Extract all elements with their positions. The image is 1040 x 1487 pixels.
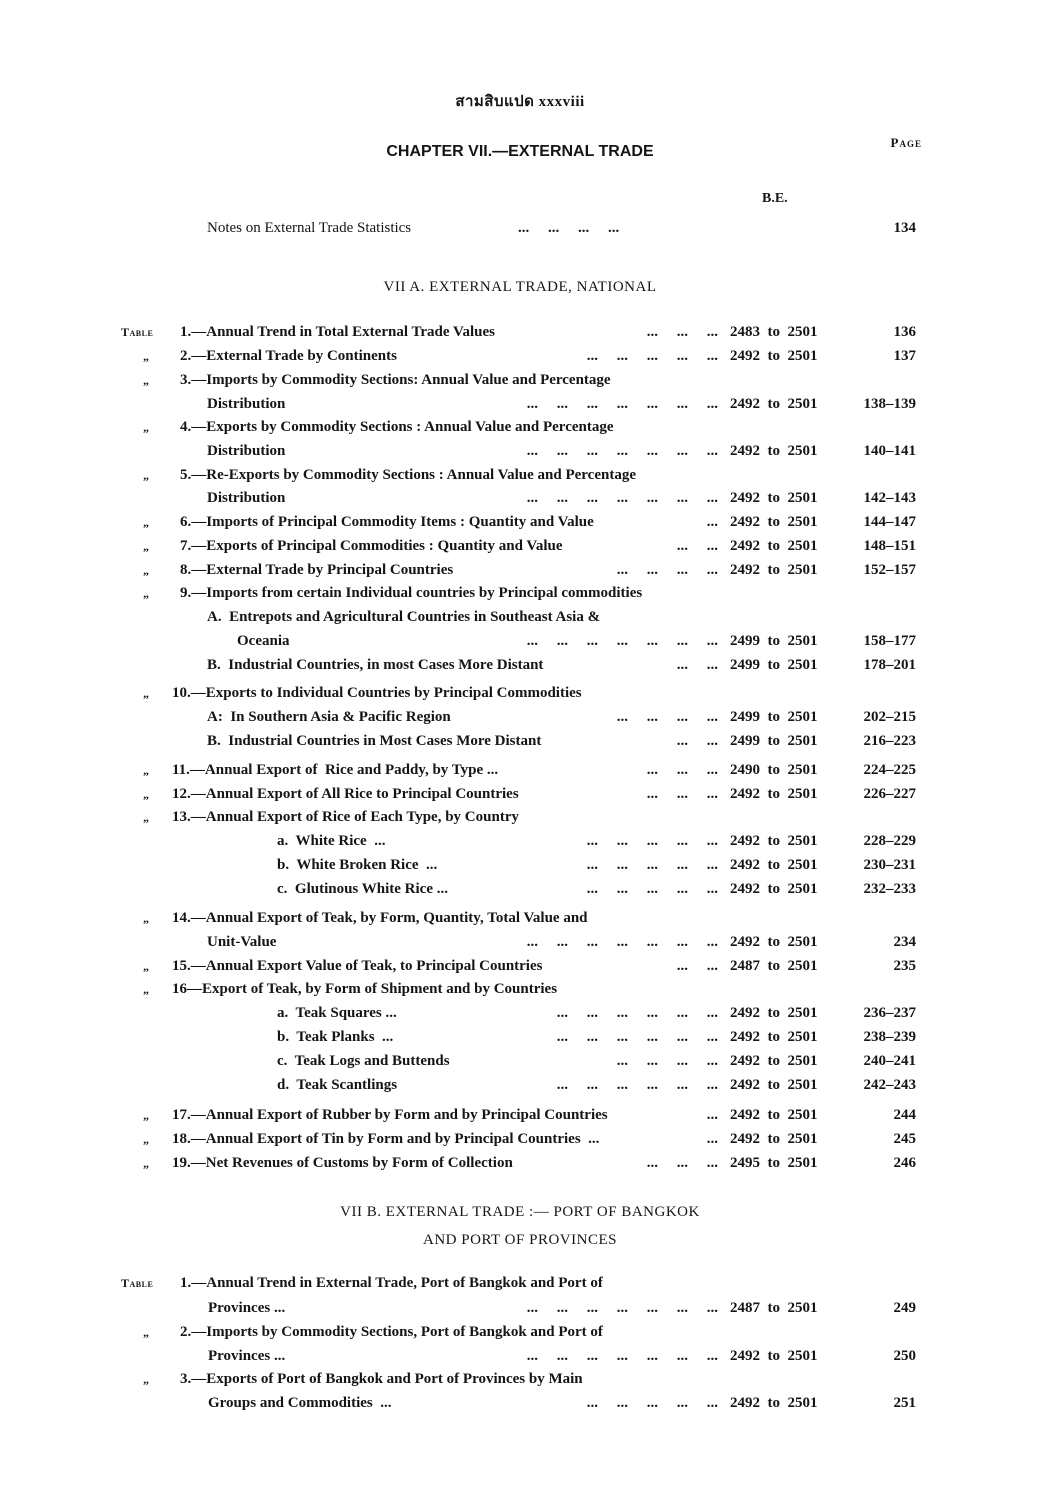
leader-dots: ... — [706, 514, 718, 530]
toc-entry-years: 2492 to 2501 — [730, 1005, 818, 1021]
toc-entry-title: 8.—External Trade by Principal Countries — [180, 562, 454, 578]
page-column-label: Page — [890, 135, 922, 150]
toc-entry-title: 19.—Net Revenues of Customs by Form of Collection — [172, 1155, 513, 1171]
toc-entry-page: 137 — [893, 348, 916, 364]
toc-entry-title: Groups and Commodities ... — [208, 1395, 392, 1411]
leader-dots: ... ... ... ... ... — [586, 833, 718, 849]
toc-entry-page: 235 — [893, 958, 916, 974]
leader-dots: ... ... ... ... — [616, 709, 718, 725]
chapter-title: CHAPTER VII.—EXTERNAL TRADE — [386, 143, 654, 160]
toc-entry-title: B. Industrial Countries, in most Cases More Distant — [207, 657, 544, 673]
toc-entry-years: 2492 to 2501 — [730, 881, 818, 897]
toc-entry-years: 2492 to 2501 — [730, 1107, 818, 1123]
toc-entry-page: 178–201 — [863, 657, 916, 673]
toc-entry-years: 2499 to 2501 — [730, 733, 818, 749]
toc-row — [0, 1299, 1040, 1317]
toc-entry-title: A. Entrepots and Agricultural Countries in Southeast Asia & — [207, 609, 601, 625]
ditto-mark: „ — [143, 373, 150, 387]
toc-entry-years: 2492 to 2501 — [730, 1131, 818, 1147]
toc-entry-page: 251 — [893, 1395, 916, 1411]
ditto-mark: „ — [143, 686, 150, 700]
ditto-mark: „ — [143, 1325, 150, 1339]
toc-entry-title: 13.—Annual Export of Rice of Each Type, by Country — [172, 809, 519, 825]
toc-entry-title: 1.—Annual Trend in External Trade, Port of Bangkok and Port of — [180, 1275, 603, 1291]
toc-entry-page: 249 — [893, 1300, 916, 1316]
leader-dots: ... ... — [676, 538, 718, 554]
toc-row — [0, 761, 1040, 779]
toc-entry-years: 2492 to 2501 — [730, 833, 818, 849]
toc-row — [0, 732, 1040, 750]
toc-entry-title: 15.—Annual Export Value of Teak, to Principal Countries — [172, 958, 543, 974]
leader-dots: ... ... ... — [646, 324, 718, 340]
toc-entry-page: 238–239 — [863, 1029, 916, 1045]
leader-dots: ... ... — [676, 958, 718, 974]
section-b-subheading: AND PORT OF PROVINCES — [423, 1232, 617, 1248]
toc-entry-page: 202–215 — [863, 709, 916, 725]
toc-entry-years: 2499 to 2501 — [730, 633, 818, 649]
toc-entry-title: 7.—Exports of Principal Commodities : Quantity and Value — [180, 538, 563, 554]
notes-row — [0, 219, 1040, 237]
toc-row — [0, 489, 1040, 507]
toc-row — [0, 584, 1040, 602]
leader-dots: ... ... ... ... ... ... ... — [526, 490, 718, 506]
toc-entry-title: Unit-Value — [207, 934, 277, 950]
ditto-mark: „ — [143, 515, 150, 529]
toc-entry-title: c. Glutinous White Rice ... — [277, 881, 448, 897]
ditto-mark: „ — [143, 539, 150, 553]
toc-row — [0, 347, 1040, 365]
ditto-mark: „ — [143, 787, 150, 801]
toc-entry-title: 3.—Imports by Commodity Sections: Annual Value and Percentage — [180, 372, 611, 388]
toc-entry-years: 2492 to 2501 — [730, 443, 818, 459]
leader-dots: ... ... ... ... ... ... — [556, 1005, 718, 1021]
leader-dots: ... ... ... ... ... ... — [556, 1077, 718, 1093]
toc-entry-page: 158–177 — [863, 633, 916, 649]
toc-entry-title: c. Teak Logs and Buttends — [277, 1053, 450, 1069]
toc-row — [0, 1347, 1040, 1365]
leader-dots: ... ... ... ... ... ... ... — [526, 934, 718, 950]
toc-entry-page: 234 — [893, 934, 916, 950]
ditto-mark: „ — [143, 911, 150, 925]
toc-entry-title: B. Industrial Countries in Most Cases More Distant — [207, 733, 542, 749]
toc-entry-years: 2492 to 2501 — [730, 934, 818, 950]
ditto-mark: „ — [143, 1132, 150, 1146]
toc-entry-years: 2490 to 2501 — [730, 762, 818, 778]
leader-dots: ... ... ... ... ... ... — [556, 1029, 718, 1045]
page-folio: สามสิบแปด xxxviii — [455, 94, 585, 110]
toc-row — [0, 323, 1040, 341]
toc-row — [0, 957, 1040, 975]
leader-dots: ... ... ... ... ... — [586, 348, 718, 364]
leader-dots: ... ... ... — [646, 1155, 718, 1171]
toc-entry-page: 224–225 — [863, 762, 916, 778]
leader-dots: ... ... ... ... ... — [586, 881, 718, 897]
toc-entry-title: A: In Southern Asia & Pacific Region — [207, 709, 451, 725]
toc-row — [0, 395, 1040, 413]
toc-entry-title: 2.—External Trade by Continents — [180, 348, 397, 364]
toc-row — [0, 1106, 1040, 1124]
toc-entry-title: 9.—Imports from certain Individual countries by Principal commodities — [180, 585, 643, 601]
section-a-heading: VII A. EXTERNAL TRADE, NATIONAL — [383, 279, 657, 295]
toc-entry-page: 240–241 — [863, 1053, 916, 1069]
toc-entry-title: 2.—Imports by Commodity Sections, Port of Bangkok and Port of — [180, 1324, 603, 1340]
ditto-mark: „ — [143, 468, 150, 482]
toc-entry-page: 144–147 — [863, 514, 916, 530]
leader-dots: ... ... ... ... — [616, 1053, 718, 1069]
leader-dots: ... ... ... — [646, 762, 718, 778]
toc-entry-page: 142–143 — [863, 490, 916, 506]
toc-entry-title: b. White Broken Rice ... — [277, 857, 438, 873]
toc-entry-page: 216–223 — [863, 733, 916, 749]
toc-row — [0, 466, 1040, 484]
toc-entry-years: 2483 to 2501 — [730, 324, 818, 340]
toc-entry-years: 2492 to 2501 — [730, 1348, 818, 1364]
toc-row — [0, 708, 1040, 726]
leader-dots: ... ... — [676, 733, 718, 749]
toc-row — [0, 909, 1040, 927]
toc-entry-page: 138–139 — [863, 396, 916, 412]
leader-dots: ... — [706, 1107, 718, 1123]
toc-entry-years: 2492 to 2501 — [730, 1053, 818, 1069]
toc-row — [0, 1370, 1040, 1388]
leader-dots: ... ... ... ... ... ... ... — [526, 396, 718, 412]
toc-entry-page: 148–151 — [863, 538, 916, 554]
toc-row — [0, 1130, 1040, 1148]
toc-entry-title: d. Teak Scantlings — [277, 1077, 398, 1093]
toc-row — [0, 537, 1040, 555]
ditto-mark: „ — [143, 810, 150, 824]
toc-row — [0, 1028, 1040, 1046]
toc-row — [0, 1323, 1040, 1341]
toc-row — [0, 371, 1040, 389]
leader-dots: ... ... ... — [646, 786, 718, 802]
toc-entry-title: a. Teak Squares ... — [277, 1005, 397, 1021]
toc-entry-years: 2492 to 2501 — [730, 1077, 818, 1093]
notes-text: Notes on External Trade Statistics — [207, 220, 412, 236]
toc-entry-title: Provinces ... — [208, 1300, 286, 1316]
toc-entry-years: 2492 to 2501 — [730, 562, 818, 578]
ditto-mark: „ — [143, 982, 150, 996]
toc-entry-title: 5.—Re-Exports by Commodity Sections : Annual Value and Percentage — [180, 467, 636, 483]
leader-dots: ... ... ... ... ... — [586, 1395, 718, 1411]
toc-entry-years: 2492 to 2501 — [730, 490, 818, 506]
toc-row — [0, 684, 1040, 702]
ditto-mark: „ — [143, 763, 150, 777]
be-column-label: B.E. — [762, 191, 788, 206]
toc-entry-title: 6.—Imports of Principal Commodity Items : Quantity and Value — [180, 514, 594, 530]
toc-entry-title: 14.—Annual Export of Teak, by Form, Quantity, Total Value and — [172, 910, 588, 926]
toc-entry-years: 2492 to 2501 — [730, 514, 818, 530]
toc-entry-page: 244 — [893, 1107, 916, 1123]
toc-row — [0, 1394, 1040, 1412]
ditto-mark: „ — [143, 1156, 150, 1170]
toc-entry-page: 246 — [893, 1155, 916, 1171]
ditto-mark: „ — [143, 563, 150, 577]
toc-row — [0, 632, 1040, 650]
toc-row — [0, 513, 1040, 531]
toc-entry-title: 17.—Annual Export of Rubber by Form and by Principal Countries — [172, 1107, 608, 1123]
toc-entry-title: 11.—Annual Export of Rice and Paddy, by Type ... — [172, 762, 499, 778]
leader-dots: ... ... ... ... — [616, 562, 718, 578]
toc-entry-page: 140–141 — [863, 443, 916, 459]
toc-entry-years: 2492 to 2501 — [730, 396, 818, 412]
toc-entry-page: 230–231 — [863, 857, 916, 873]
toc-row — [0, 656, 1040, 674]
leader-dots: ... ... ... ... ... ... ... — [526, 633, 718, 649]
ditto-mark: „ — [143, 959, 150, 973]
toc-entry-title: a. White Rice ... — [277, 833, 386, 849]
toc-entry-page: 245 — [893, 1131, 916, 1147]
toc-entry-title: 3.—Exports of Port of Bangkok and Port of Provinces by Main — [180, 1371, 583, 1387]
toc-entry-title: Distribution — [207, 443, 286, 459]
toc-entry-title: 18.—Annual Export of Tin by Form and by Principal Countries ... — [172, 1131, 600, 1147]
toc-row — [0, 933, 1040, 951]
toc-entry-years: 2492 to 2501 — [730, 1395, 818, 1411]
toc-entry-years: 2492 to 2501 — [730, 538, 818, 554]
table-prefix: Table — [121, 325, 154, 339]
ditto-mark: „ — [143, 420, 150, 434]
toc-row — [0, 561, 1040, 579]
toc-entry-page: 152–157 — [863, 562, 916, 578]
leader-dots: ... ... — [676, 657, 718, 673]
toc-row — [0, 880, 1040, 898]
toc-entry-years: 2492 to 2501 — [730, 786, 818, 802]
ditto-mark: „ — [143, 349, 150, 363]
leader-dots: ... ... ... ... ... ... ... — [526, 443, 718, 459]
toc-row — [0, 1004, 1040, 1022]
leader-dots: ... ... ... ... ... — [586, 857, 718, 873]
toc-row — [0, 1274, 1040, 1292]
toc-row — [0, 785, 1040, 803]
notes-leader-dots: ... ... ... ... — [518, 220, 620, 236]
leader-dots: ... ... ... ... ... ... ... — [526, 1348, 718, 1364]
toc-entry-title: 4.—Exports by Commodity Sections : Annual Value and Percentage — [180, 419, 614, 435]
ditto-mark: „ — [143, 1372, 150, 1386]
toc-row — [0, 980, 1040, 998]
leader-dots: ... — [706, 1131, 718, 1147]
toc-entry-title: 12.—Annual Export of All Rice to Principal Countries — [172, 786, 519, 802]
toc-row — [0, 832, 1040, 850]
toc-row — [0, 1154, 1040, 1172]
toc-entry-page: 228–229 — [863, 833, 916, 849]
toc-entry-years: 2499 to 2501 — [730, 709, 818, 725]
toc-entry-title: 16—Export of Teak, by Form of Shipment and by Countries — [172, 981, 558, 997]
toc-entry-title: Provinces ... — [208, 1348, 286, 1364]
toc-entry-page: 242–243 — [863, 1077, 916, 1093]
toc-row — [0, 608, 1040, 626]
toc-entry-title: b. Teak Planks ... — [277, 1029, 394, 1045]
toc-entry-years: 2487 to 2501 — [730, 1300, 818, 1316]
toc-row — [0, 856, 1040, 874]
toc-entry-page: 136 — [893, 324, 916, 340]
toc-entry-years: 2495 to 2501 — [730, 1155, 818, 1171]
toc-row — [0, 418, 1040, 436]
toc-entry-years: 2492 to 2501 — [730, 348, 818, 364]
toc-entry-title: 1.—Annual Trend in Total External Trade Values — [180, 324, 495, 340]
toc-entry-title: Oceania — [237, 633, 290, 649]
toc-row — [0, 1052, 1040, 1070]
section-b-heading: VII B. EXTERNAL TRADE :— PORT OF BANGKOK — [340, 1204, 700, 1220]
toc-entry-years: 2487 to 2501 — [730, 958, 818, 974]
toc-entry-page: 236–237 — [863, 1005, 916, 1021]
ditto-mark: „ — [143, 1108, 150, 1122]
toc-row — [0, 808, 1040, 826]
ditto-mark: „ — [143, 586, 150, 600]
leader-dots: ... ... ... ... ... ... ... — [526, 1300, 718, 1316]
toc-row — [0, 1076, 1040, 1094]
toc-entry-page: 232–233 — [863, 881, 916, 897]
toc-entry-years: 2499 to 2501 — [730, 657, 818, 673]
table-prefix: Table — [121, 1276, 154, 1290]
toc-entry-years: 2492 to 2501 — [730, 857, 818, 873]
toc-row — [0, 442, 1040, 460]
toc-entry-page: 226–227 — [863, 786, 916, 802]
toc-entry-years: 2492 to 2501 — [730, 1029, 818, 1045]
toc-entry-title: Distribution — [207, 490, 286, 506]
toc-entry-title: Distribution — [207, 396, 286, 412]
notes-page: 134 — [893, 220, 916, 236]
toc-entry-title: 10.—Exports to Individual Countries by Principal Commodities — [172, 685, 582, 701]
toc-entry-page: 250 — [893, 1348, 916, 1364]
